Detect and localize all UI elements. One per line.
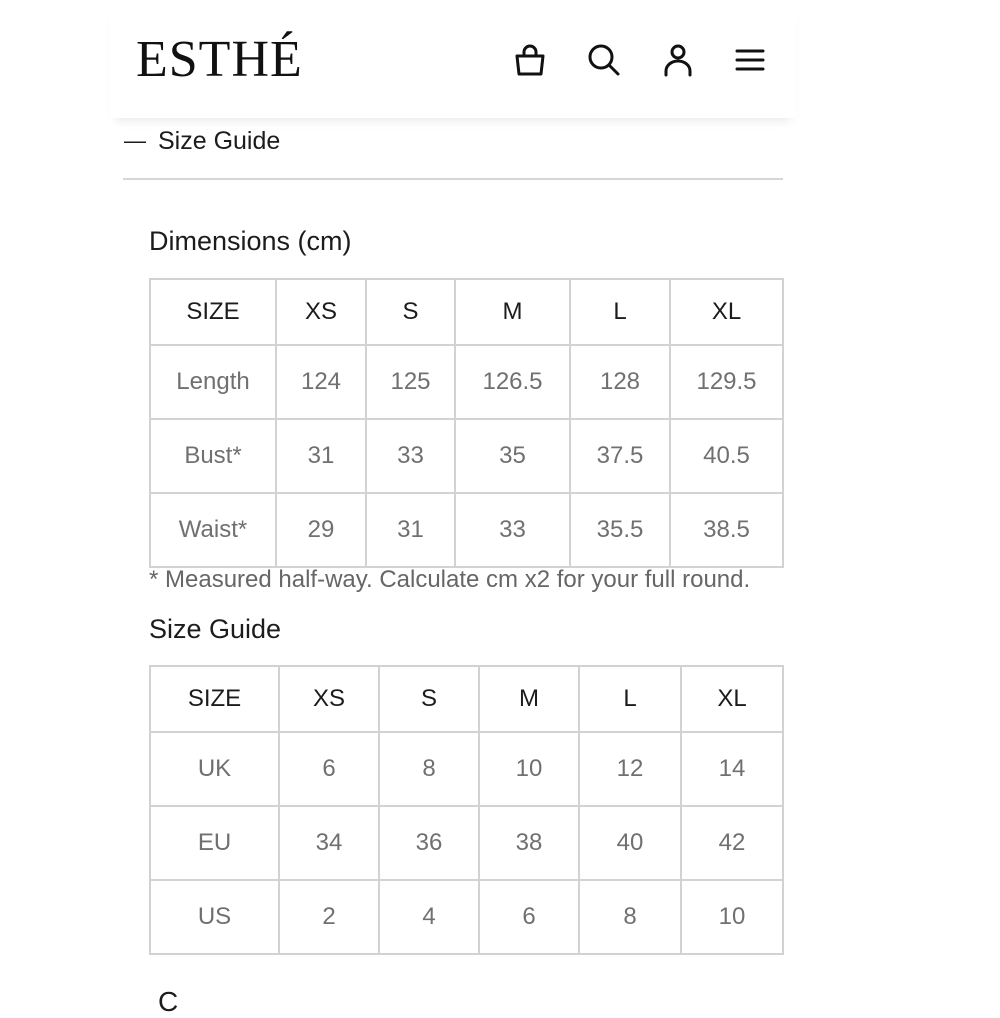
table-cell: 6 (479, 880, 579, 954)
table-cell: 126.5 (455, 345, 570, 419)
table-cell: 38.5 (670, 493, 783, 567)
table-cell: 34 (279, 806, 379, 880)
table-cell: 42 (681, 806, 783, 880)
table-header-cell: SIZE (150, 666, 279, 732)
table-cell: 4 (379, 880, 479, 954)
section-divider (123, 178, 783, 180)
menu-icon[interactable] (730, 40, 770, 80)
table-cell: 35 (455, 419, 570, 493)
table-cell: US (150, 880, 279, 954)
table-cell: Waist* (150, 493, 276, 567)
table-cell: 129.5 (670, 345, 783, 419)
table-cell: 37.5 (570, 419, 670, 493)
table-cell: 40.5 (670, 419, 783, 493)
search-icon[interactable] (584, 40, 624, 80)
table-cell: 31 (366, 493, 455, 567)
table-header-cell: L (579, 666, 681, 732)
site-header (110, 0, 796, 118)
size-guide-section-title: Size Guide (158, 126, 281, 155)
table-cell: 6 (279, 732, 379, 806)
table-row (150, 880, 783, 954)
table-header-cell: M (455, 279, 570, 345)
dimensions-table (149, 278, 784, 568)
table-header-cell: L (570, 279, 670, 345)
table-header-cell: XL (670, 279, 783, 345)
table-cell: 10 (479, 732, 579, 806)
table-header-cell: M (479, 666, 579, 732)
table-header-cell: XL (681, 666, 783, 732)
measurement-note: * Measured half-way. Calculate cm x2 for your full round. (149, 566, 751, 593)
table-cell: Length (150, 345, 276, 419)
table-row (150, 419, 783, 493)
table-row (150, 345, 783, 419)
table-header-cell: S (379, 666, 479, 732)
table-header-cell: XS (276, 279, 366, 345)
table-header-cell: XS (279, 666, 379, 732)
bag-icon[interactable] (510, 40, 550, 80)
size-guide-toggle[interactable] (124, 124, 280, 158)
table-header-row (150, 279, 783, 345)
table-row (150, 732, 783, 806)
table-cell: Bust* (150, 419, 276, 493)
next-section-label: C (158, 986, 179, 1017)
table-cell: 125 (366, 345, 455, 419)
table-header-cell: S (366, 279, 455, 345)
table-cell: 29 (276, 493, 366, 567)
size-conversion-table (149, 665, 784, 955)
table-cell: 2 (279, 880, 379, 954)
brand-logo[interactable]: ESTHÉ (136, 31, 303, 88)
table-cell: 33 (366, 419, 455, 493)
table-cell: 38 (479, 806, 579, 880)
table-header-row (150, 666, 783, 732)
table-cell: 12 (579, 732, 681, 806)
table-header-cell: SIZE (150, 279, 276, 345)
table-cell: 14 (681, 732, 783, 806)
table-row (150, 806, 783, 880)
table-cell: UK (150, 732, 279, 806)
account-icon[interactable] (658, 40, 698, 80)
table-row (150, 493, 783, 567)
size-guide-heading: Size Guide (149, 614, 282, 644)
table-cell: 8 (579, 880, 681, 954)
dimensions-heading: Dimensions (cm) (149, 226, 352, 256)
table-cell: 8 (379, 732, 479, 806)
table-cell: 40 (579, 806, 681, 880)
table-cell: EU (150, 806, 279, 880)
table-cell: 31 (276, 419, 366, 493)
table-cell: 35.5 (570, 493, 670, 567)
table-cell: 124 (276, 345, 366, 419)
table-cell: 10 (681, 880, 783, 954)
table-cell: 36 (379, 806, 479, 880)
table-cell: 128 (570, 345, 670, 419)
table-cell: 33 (455, 493, 570, 567)
collapse-icon: — (124, 128, 146, 153)
